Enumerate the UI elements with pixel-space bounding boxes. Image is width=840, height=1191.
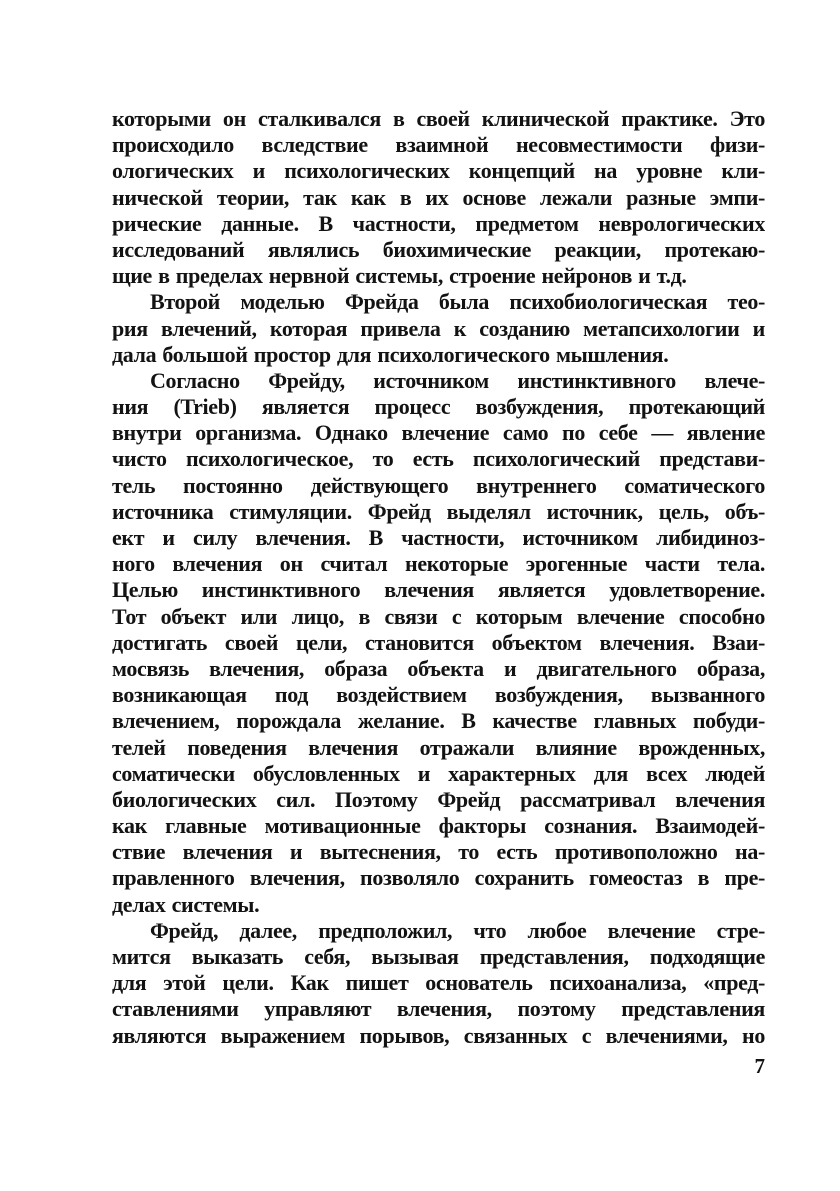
- text-line: мится выказать себя, вызывая представления, подходящие: [112, 944, 765, 969]
- text-line: щие в пределах нервной системы, строение нейронов и т.д.: [112, 263, 687, 289]
- text-line: ект и силу влечения. В частности, источником либидиноз-: [112, 525, 765, 550]
- text-line: ологических и психологических концепций на уровне кли-: [112, 158, 765, 184]
- text-line: Фрейд, далее, предположил, что любое влечение стре-: [150, 917, 765, 943]
- text-line: дала большой простор для психологического мышления.: [112, 341, 669, 367]
- text-line: чисто психологическое, то есть психологический представи-: [112, 446, 765, 472]
- text-line: нической теории, так как в их основе лежали разные эмпи-: [112, 184, 765, 210]
- text-line: происходило вследствие взаимной несовместимости физи-: [112, 132, 765, 158]
- text-line: телей поведения влечения отражали влияние врожденных,: [112, 734, 765, 760]
- text-line: рия влечений, которая привела к созданию метапсихологии и: [112, 315, 765, 341]
- text-line: источника стимуляции. Фрейд выделял источник, цель, объ-: [112, 498, 765, 524]
- text-line: рические данные. В частности, предметом неврологических: [112, 210, 765, 236]
- text-line: исследований являлись биохимические реакции, протекаю-: [112, 236, 765, 262]
- text-line: ния (Trieb) является процесс возбуждения, протекающий: [112, 394, 765, 420]
- text-line: являются выражением порывов, связанных с влечениями, но: [112, 1022, 765, 1048]
- text-block: [112, 106, 765, 1049]
- text-line: Целью инстинктивного влечения является удовлетворение.: [112, 577, 765, 603]
- text-line: ного влечения он считал некоторые эрогенные части тела.: [112, 551, 765, 577]
- text-line: Тот объект или лицо, в связи с которым влечение способно: [112, 603, 765, 629]
- text-line: влечением, порождала желание. В качестве главных побуди-: [112, 708, 765, 734]
- text-line: биологических сил. Поэтому Фрейд рассматривал влечения: [112, 786, 765, 812]
- text-line: мосвязь влечения, образа объекта и двигательного образа,: [112, 655, 765, 681]
- text-line: для этой цели. Как пишет основатель психоанализа, «пред-: [112, 970, 765, 996]
- page-number: 7: [754, 1054, 765, 1078]
- text-line: внутри организма. Однако влечение само по себе — явление: [112, 420, 765, 446]
- text-line: как главные мотивационные факторы сознания. Взаимодей-: [112, 813, 765, 839]
- text-line: ствие влечения и вытеснения, то есть противоположно на-: [112, 839, 765, 865]
- text-line: правленного влечения, позволяло сохранить гомеостаз в пре-: [112, 865, 765, 891]
- text-line: ставлениями управляют влечения, поэтому представления: [112, 996, 765, 1022]
- text-line: Согласно Фрейду, источником инстинктивного влече-: [150, 367, 765, 393]
- text-line: Второй моделью Фрейда была психобиологическая тео-: [150, 289, 765, 315]
- text-line: возникающая под воздействием возбуждения, вызванного: [112, 682, 765, 708]
- text-line: достигать своей цели, становится объектом влечения. Взаи-: [112, 629, 765, 655]
- text-line: тель постоянно действующего внутреннего соматического: [112, 472, 765, 498]
- text-line: делах системы.: [112, 891, 260, 917]
- text-line: которыми он сталкивался в своей клинической практике. Это: [112, 106, 765, 131]
- text-line: соматически обусловленных и характерных для всех людей: [112, 760, 765, 786]
